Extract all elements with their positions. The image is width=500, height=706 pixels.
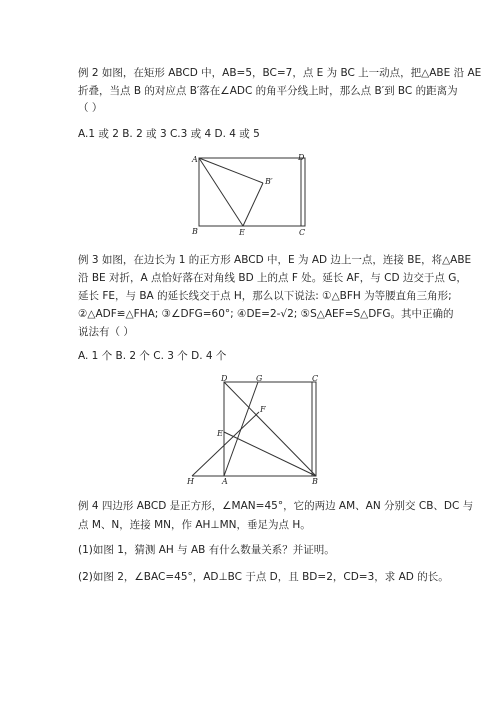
ex3-label-H: H (187, 477, 194, 484)
ex2-segment-AE (199, 158, 243, 226)
ex3-text-line-4: ②△ADF≌△FHA; ③∠DFG=60°; ④DE=2-√2; ⑤S△AEF=S△DFG。其中正确的 (78, 308, 454, 320)
ex3-label-C: C (312, 374, 319, 383)
ex3-diagonal-BD (224, 382, 316, 476)
ex3-text-line-2: 沿 BE 对折，A 点恰好落在对角线 BD 上的点 F 处。延长 AF，与 CD 边交于点 G， (78, 272, 467, 284)
ex3-label-E: E (217, 429, 223, 438)
ex2-rectangle (199, 158, 305, 226)
ex2-options: A.1 或 2 B. 2 或 3 C.3 或 4 D. 4 或 5 (78, 128, 260, 140)
ex3-label-A: A (222, 477, 228, 484)
ex3-segment-BE (224, 432, 316, 476)
ex4-text-line-1: 例 4 四边形 ABCD 是正方形，∠MAN=45°，它的两边 AM、AN 分别交 CB、DC 与 (78, 500, 474, 512)
ex3-options: A. 1 个 B. 2 个 C. 3 个 D. 4 个 (78, 350, 227, 362)
ex3-label-F: F (260, 405, 266, 414)
ex2-text-line-1: 例 2 如图，在矩形 ABCD 中，AB=5，BC=7，点 E 为 BC 上一动点，把△ABE 沿 AE (78, 67, 482, 79)
ex4-text-line-4: (2)如图 2，∠BAC=45°，AD⊥BC 于点 D，且 BD=2，CD=3，求 AD 的长。 (78, 571, 449, 583)
ex2-segment-B-prime-E (243, 183, 263, 226)
ex4-text-line-2: 点 M、N，连接 MN，作 AH⊥MN，垂足为点 H。 (78, 519, 311, 531)
ex3-label-G: G (256, 374, 263, 383)
ex3-text-line-1: 例 3 如图，在边长为 1 的正方形 ABCD 中，E 为 AD 边上一点，连接 BE，将△ABE (78, 254, 472, 266)
ex2-label-D: D (298, 153, 305, 162)
ex4-text-line-3: (1)如图 1，猜测 AH 与 AB 有什么数量关系？并证明。 (78, 544, 335, 556)
ex2-label-C: C (299, 228, 306, 237)
ex2-text-line-3: （ ） (78, 102, 103, 114)
ex2-figure (188, 150, 318, 240)
ex2-label-Bprime: B′ (265, 177, 273, 186)
ex3-text-line-3: 延长 FE，与 BA 的延长线交于点 H，那么以下说法: ①△BFH 为等腰直角三角形; (78, 290, 452, 302)
ex2-segment-AB-prime (199, 158, 263, 183)
ex3-label-B: B (312, 477, 318, 484)
ex3-label-D: D (221, 374, 228, 383)
ex3-figure (184, 374, 324, 484)
ex2-label-E: E (239, 228, 245, 237)
ex2-label-A: A (192, 155, 198, 164)
ex2-label-B: B (192, 227, 198, 236)
ex2-text-line-2: 折叠，当点 B 的对应点 B′落在∠ADC 的角平分线上时，那么点 B′到 BC 的距离为 (78, 85, 458, 97)
ex3-text-line-5: 说法有（ ） (78, 326, 134, 338)
